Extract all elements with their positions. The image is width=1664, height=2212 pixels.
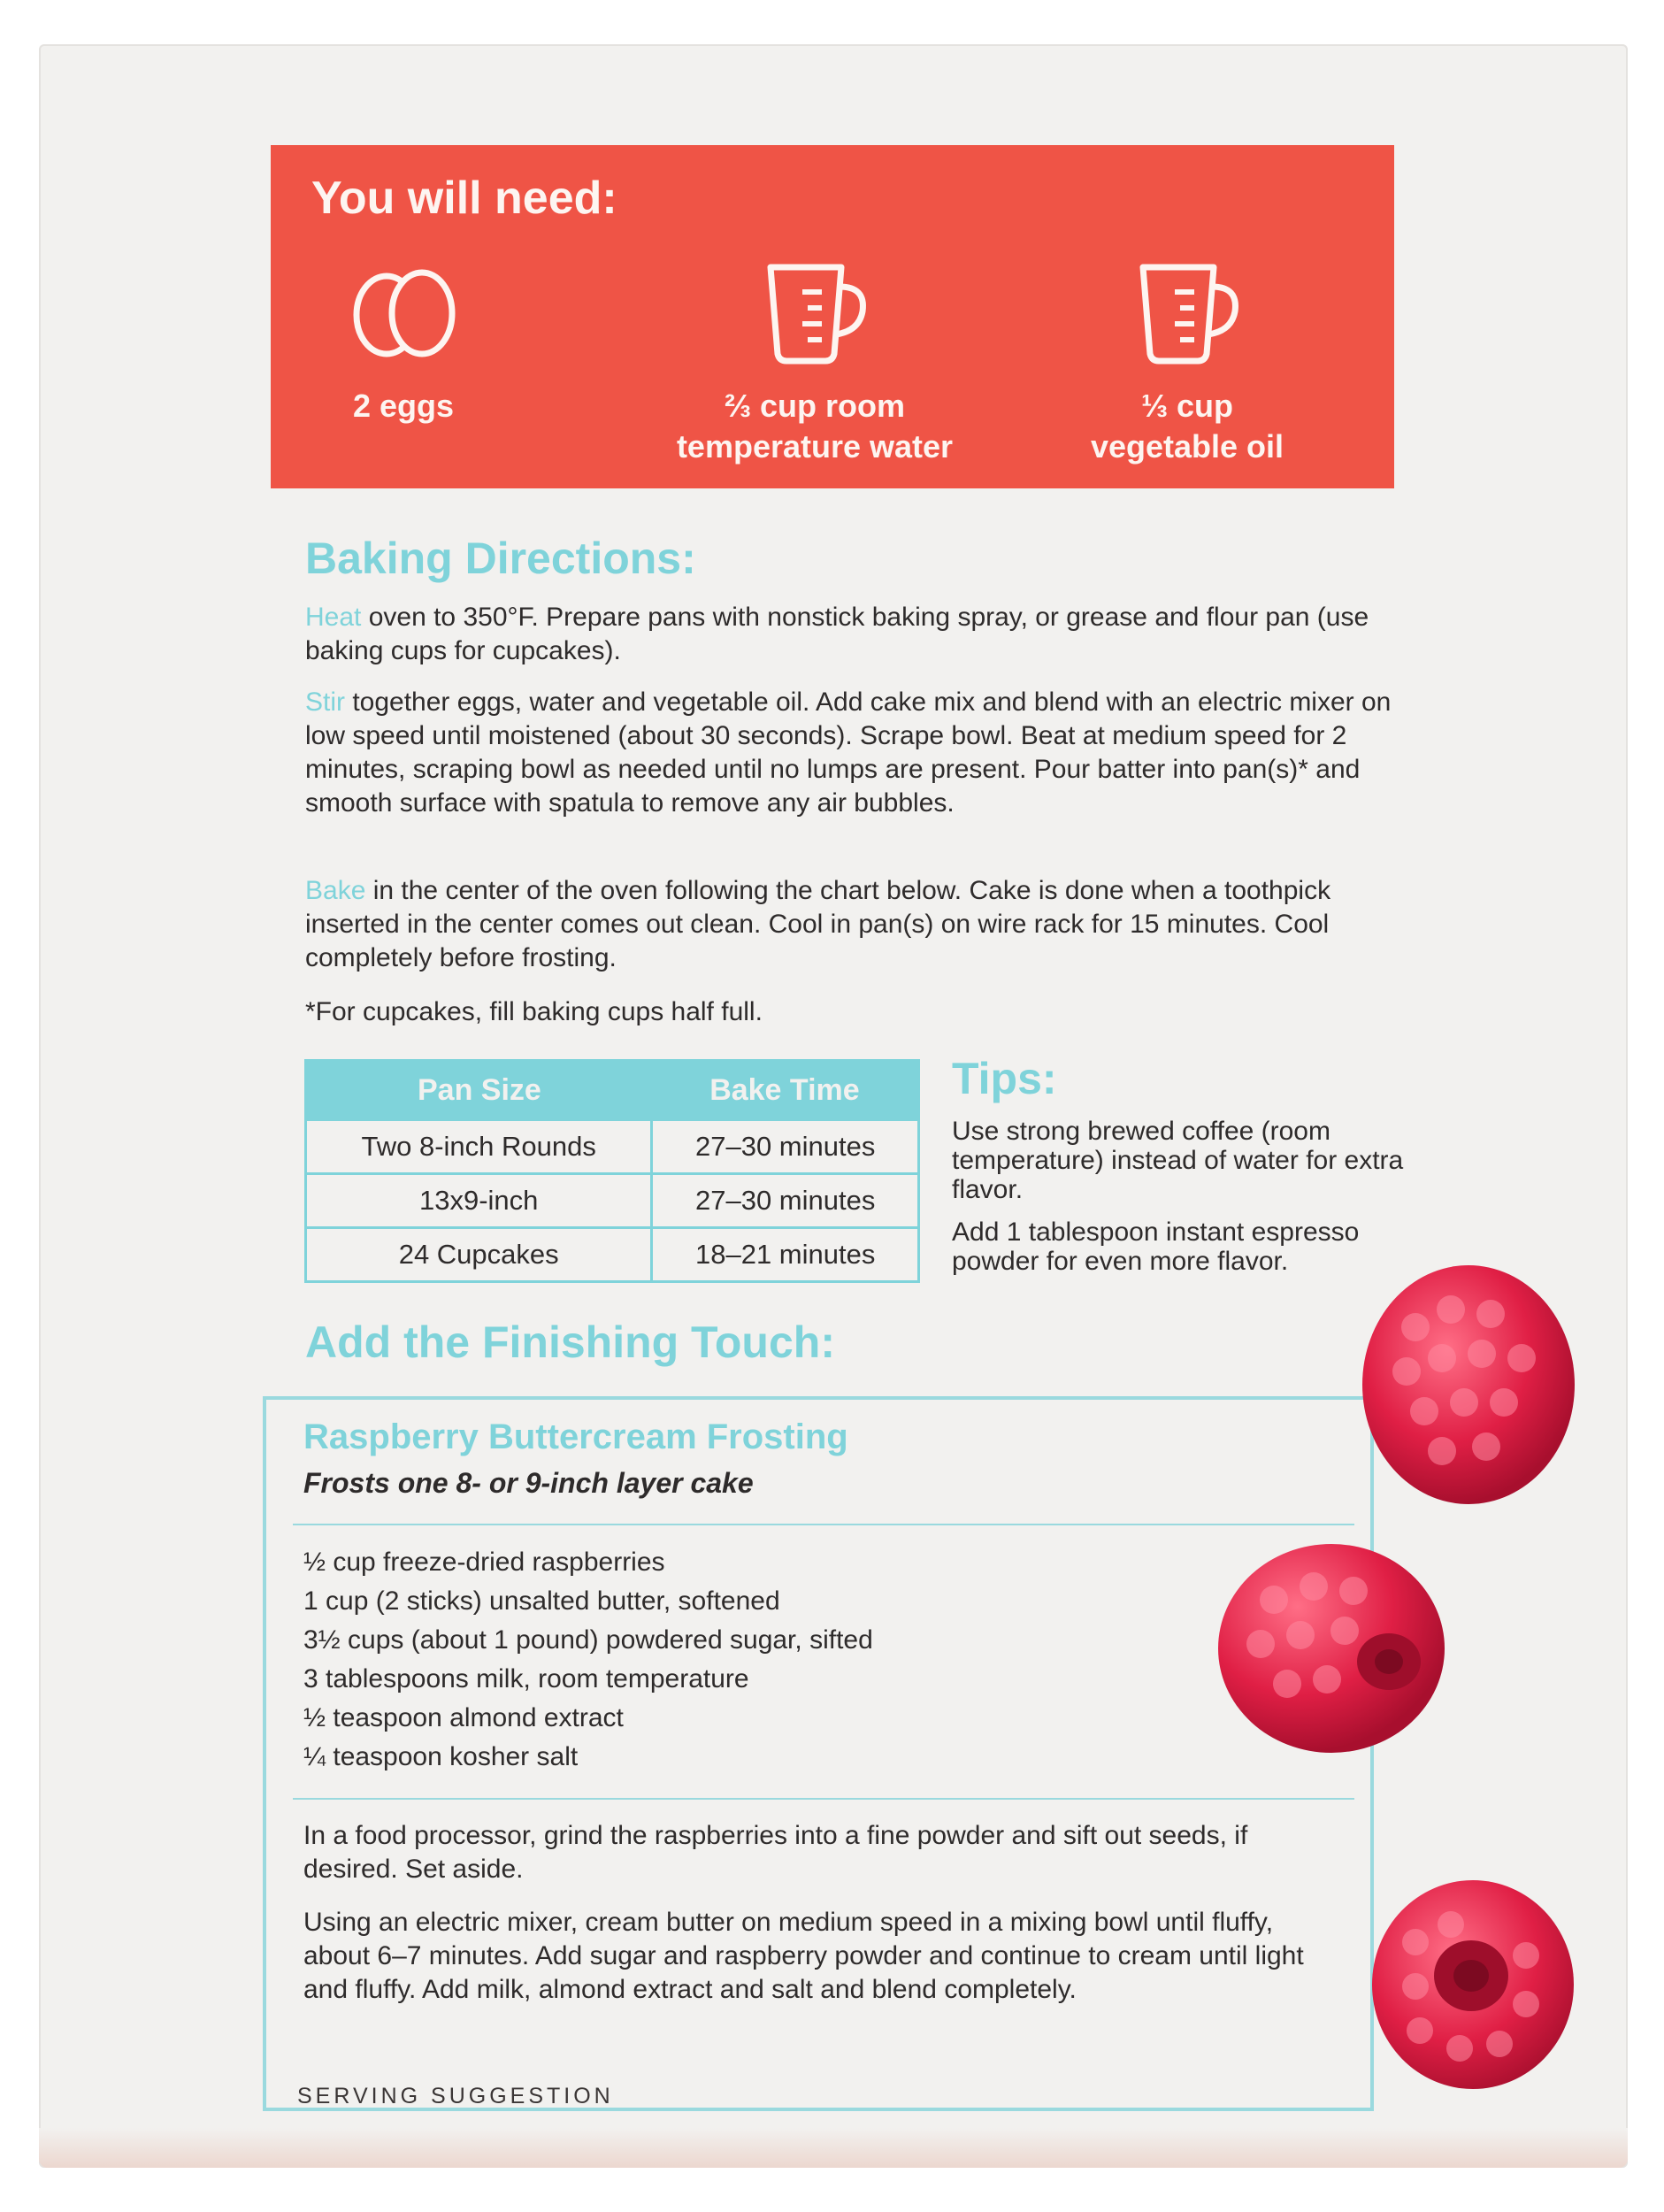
measuring-cup-icon	[1125, 260, 1249, 366]
list-item: 3 tablespoons milk, room temperature	[303, 1664, 749, 1694]
step-lead: Stir	[305, 687, 345, 717]
pan-size-cell: 13x9-inch	[306, 1174, 652, 1228]
step-bake	[305, 874, 1402, 975]
you-will-need-panel	[271, 145, 1394, 488]
need-item-water	[656, 260, 974, 467]
measuring-cup-icon	[753, 260, 877, 366]
table-row	[306, 1120, 919, 1174]
serving-suggestion-label: SERVING SUGGESTION	[297, 2084, 614, 2108]
step-lead: Heat	[305, 603, 362, 632]
bake-time-cell: 27–30 minutes	[652, 1120, 919, 1174]
need-item-label: temperature water	[676, 428, 954, 465]
chart-header: Pan Size	[306, 1061, 652, 1120]
raspberry-image	[1367, 1871, 1579, 2093]
need-item-oil	[1028, 260, 1346, 467]
step-text: in the center of the oven following the chart below. Cake is done when a toothpick inserted in the center comes out clean. Cool in pan(s) on wire rack for 15 minutes. Cool completely before frosting.	[305, 876, 1331, 972]
baking-directions-heading: Baking Directions:	[305, 534, 696, 583]
tip-item: Add 1 tablespoon instant espresso powder for even more flavor.	[952, 1217, 1360, 1276]
you-will-need-title: You will need:	[311, 173, 617, 224]
chart-header-row	[306, 1061, 919, 1120]
divider	[293, 1798, 1354, 1800]
list-item: ¼ teaspoon kosher salt	[303, 1742, 579, 1771]
chart-header: Bake Time	[652, 1061, 919, 1120]
pan-size-cell: 24 Cupcakes	[306, 1228, 652, 1282]
step-heat	[305, 601, 1402, 668]
list-item: 3½ cups (about 1 pound) powdered sugar, sifted	[303, 1625, 873, 1655]
frosting-title: Raspberry Buttercream Frosting	[303, 1417, 848, 1456]
pan-size-cell: Two 8-inch Rounds	[306, 1120, 652, 1174]
need-item-eggs	[244, 260, 563, 426]
list-item: ½ teaspoon almond extract	[303, 1703, 624, 1732]
bake-time-cell: 27–30 minutes	[652, 1174, 919, 1228]
need-item-label: ⅓ cup	[1140, 388, 1234, 424]
frosting-direction: Using an electric mixer, cream butter on medium speed in a mixing bowl until fluffy, about 6–7 minutes. Add sugar and raspberry powder and continue to cream until light and fluffy. Add milk, almond extract and salt and blend completely.	[303, 1908, 1304, 2004]
list-item: ½ cup freeze-dried raspberries	[303, 1548, 665, 1577]
tips-heading: Tips:	[952, 1054, 1057, 1103]
divider	[293, 1524, 1354, 1525]
cupcake-note: *For cupcakes, fill baking cups half full.	[305, 997, 763, 1026]
finishing-touch-heading: Add the Finishing Touch:	[305, 1317, 835, 1367]
frosting-recipe-box	[263, 1396, 1374, 2111]
step-stir	[305, 686, 1402, 820]
raspberry-image	[1353, 1256, 1583, 1513]
need-item-label: vegetable oil	[1090, 428, 1284, 465]
package-bottom-edge	[39, 2128, 1628, 2168]
raspberry-image	[1212, 1538, 1451, 1759]
ingredient-list	[303, 1543, 873, 1777]
bake-time-cell: 18–21 minutes	[652, 1228, 919, 1282]
bake-chart	[304, 1059, 920, 1283]
step-lead: Bake	[305, 876, 366, 905]
eggs-icon	[346, 260, 461, 366]
need-item-label: 2 eggs	[352, 388, 455, 424]
step-text: together eggs, water and vegetable oil. Add cake mix and blend with an electric mixer on low speed until moistened (about 30 seconds). Scrape bowl. Beat at medium speed for 2 minutes, scraping bowl as needed until no lumps are present. Pour batter into pan(s)* and smooth surface with spatula to remove any air bubbles.	[305, 687, 1392, 818]
step-text: oven to 350°F. Prepare pans with nonstick baking spray, or grease and flour pan (use baking cups for cupcakes).	[305, 603, 1369, 665]
table-row	[306, 1174, 919, 1228]
list-item: 1 cup (2 sticks) unsalted butter, softened	[303, 1586, 780, 1616]
table-row	[306, 1228, 919, 1282]
need-item-label: ⅔ cup room	[724, 388, 906, 424]
tip-item: Use strong brewed coffee (room temperature) instead of water for extra flavor.	[952, 1117, 1404, 1204]
frosting-direction: In a food processor, grind the raspberries into a fine powder and sift out seeds, if desired. Set aside.	[303, 1821, 1248, 1884]
frosting-subtitle: Frosts one 8- or 9-inch layer cake	[303, 1467, 754, 1499]
